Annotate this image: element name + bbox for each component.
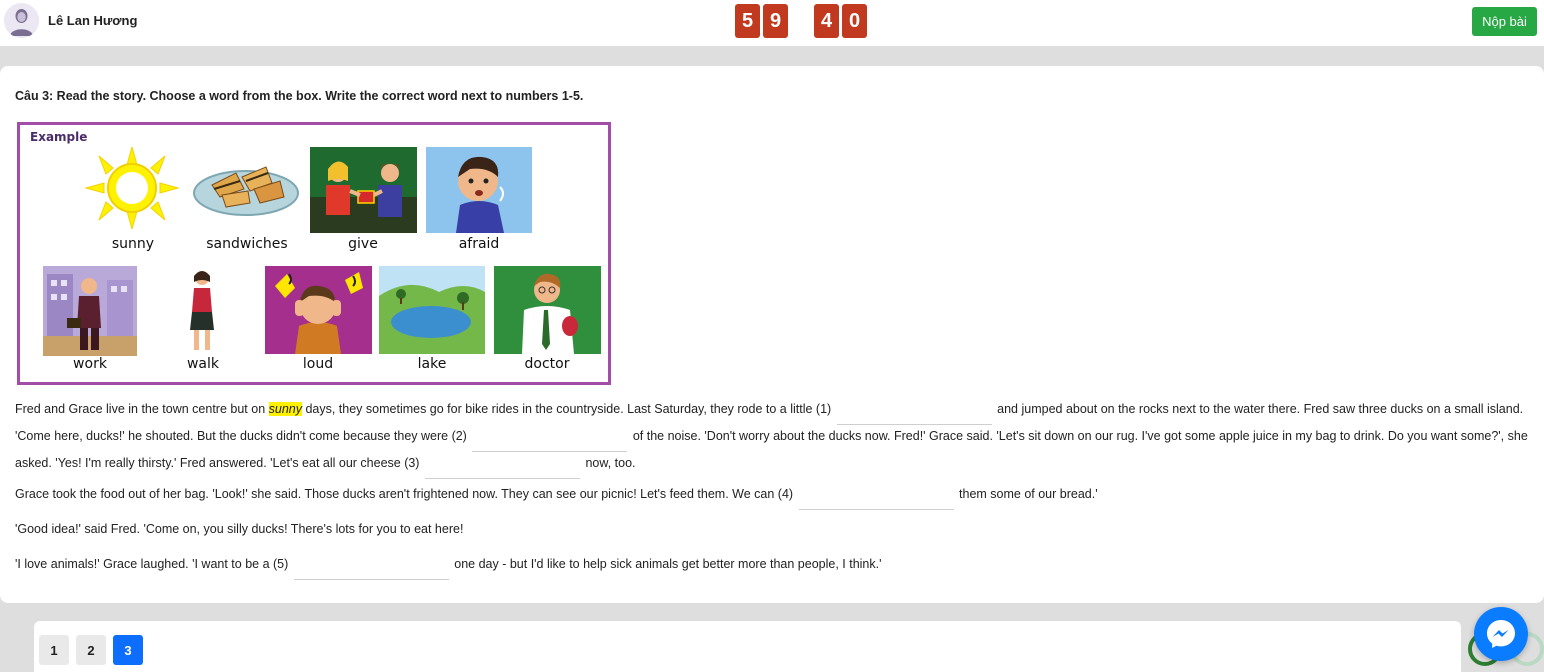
- page-button-3[interactable]: 3: [113, 635, 143, 665]
- question-title: Câu 3: Read the story. Choose a word from the box. Write the correct word next to numbers 1-5.: [15, 89, 584, 103]
- give-icon: [310, 147, 417, 233]
- afraid-icon: [426, 147, 532, 233]
- story-text: and jumped about on the rocks next to the water there. Fred saw three ducks on a small island. 'Come here, ducks!' he shouted. But the ducks didn't come because they were (2): [15, 402, 1524, 443]
- timer-digit: 4: [814, 4, 839, 38]
- word-caption: doctor: [524, 356, 570, 372]
- story-text: of the noise. 'Don't worry about the ducks now. Fred!' Grace said. 'Let's sit down on our rug. I've got some apple juice in my bag to drink. Do you want some?', she asked. 'Yes! I'm really thirsty.' Fred answered. 'Let's eat all our cheese (3): [15, 429, 1528, 470]
- story-text: 'Good idea!' said Fred. 'Come on, you silly ducks! There's lots for you to eat here!: [15, 522, 464, 536]
- timer-minutes: [735, 4, 788, 38]
- page-button-2[interactable]: 2: [76, 635, 106, 665]
- answer-input-4[interactable]: [799, 490, 954, 510]
- example-picture-box: [17, 122, 611, 385]
- timer-digit: 5: [735, 4, 760, 38]
- story-text: them some of our bread.': [959, 487, 1098, 501]
- story-text: 'I love animals!' Grace laughed. 'I want to be a (5): [15, 557, 289, 571]
- answer-input-5[interactable]: [294, 560, 449, 580]
- word-caption: afraid: [458, 236, 500, 252]
- story-text: Grace took the food out of her bag. 'Look!' she said. Those ducks aren't frightened now. They can see our picnic! Let's feed them. We can (4): [15, 487, 794, 501]
- sun-icon: [82, 147, 182, 229]
- user-avatar-icon: [4, 3, 39, 38]
- loud-icon: [265, 266, 372, 354]
- story-text: Fred and Grace live in the town centre but on: [15, 402, 269, 416]
- timer-seconds: [814, 4, 867, 38]
- story-paragraph: [15, 483, 1530, 510]
- example-answer-highlight: sunny: [268, 402, 302, 416]
- word-caption: loud: [302, 356, 334, 372]
- timer-digit: 9: [763, 4, 788, 38]
- walk-icon: [180, 268, 224, 354]
- sandwiches-icon: [192, 159, 300, 217]
- story-text: now, too.: [585, 456, 636, 470]
- word-caption: sandwiches: [206, 236, 288, 252]
- story-paragraph: [15, 518, 1530, 542]
- story-text: one day - but I'd like to help sick animals get better more than people, I think.': [454, 557, 882, 571]
- messenger-chat-button[interactable]: [1474, 607, 1528, 661]
- username: Lê Lan Hương: [48, 13, 138, 28]
- example-label: Example: [30, 130, 88, 144]
- doctor-icon: [494, 266, 601, 354]
- word-caption: work: [73, 356, 107, 372]
- messenger-icon: [1484, 617, 1518, 651]
- word-caption: lake: [417, 356, 447, 372]
- question-card: [0, 66, 1544, 603]
- timer-digit: 0: [842, 4, 867, 38]
- story-paragraph: [15, 553, 1530, 580]
- story-text: days, they sometimes go for bike rides in the countryside. Last Saturday, they rode to a little (1): [301, 402, 832, 416]
- question-pager: [34, 621, 1461, 672]
- answer-input-1[interactable]: [837, 405, 992, 425]
- avatar[interactable]: [4, 3, 39, 38]
- answer-input-3[interactable]: [425, 459, 580, 479]
- top-bar: [0, 0, 1544, 46]
- word-caption: give: [348, 236, 378, 252]
- work-icon: [43, 266, 137, 356]
- story-paragraph: [15, 398, 1530, 479]
- answer-input-2[interactable]: [472, 432, 627, 452]
- lake-icon: [379, 266, 485, 354]
- submit-button[interactable]: Nộp bài: [1472, 7, 1537, 36]
- page-button-1[interactable]: 1: [39, 635, 69, 665]
- word-caption: sunny: [111, 236, 155, 252]
- word-caption: walk: [186, 356, 220, 372]
